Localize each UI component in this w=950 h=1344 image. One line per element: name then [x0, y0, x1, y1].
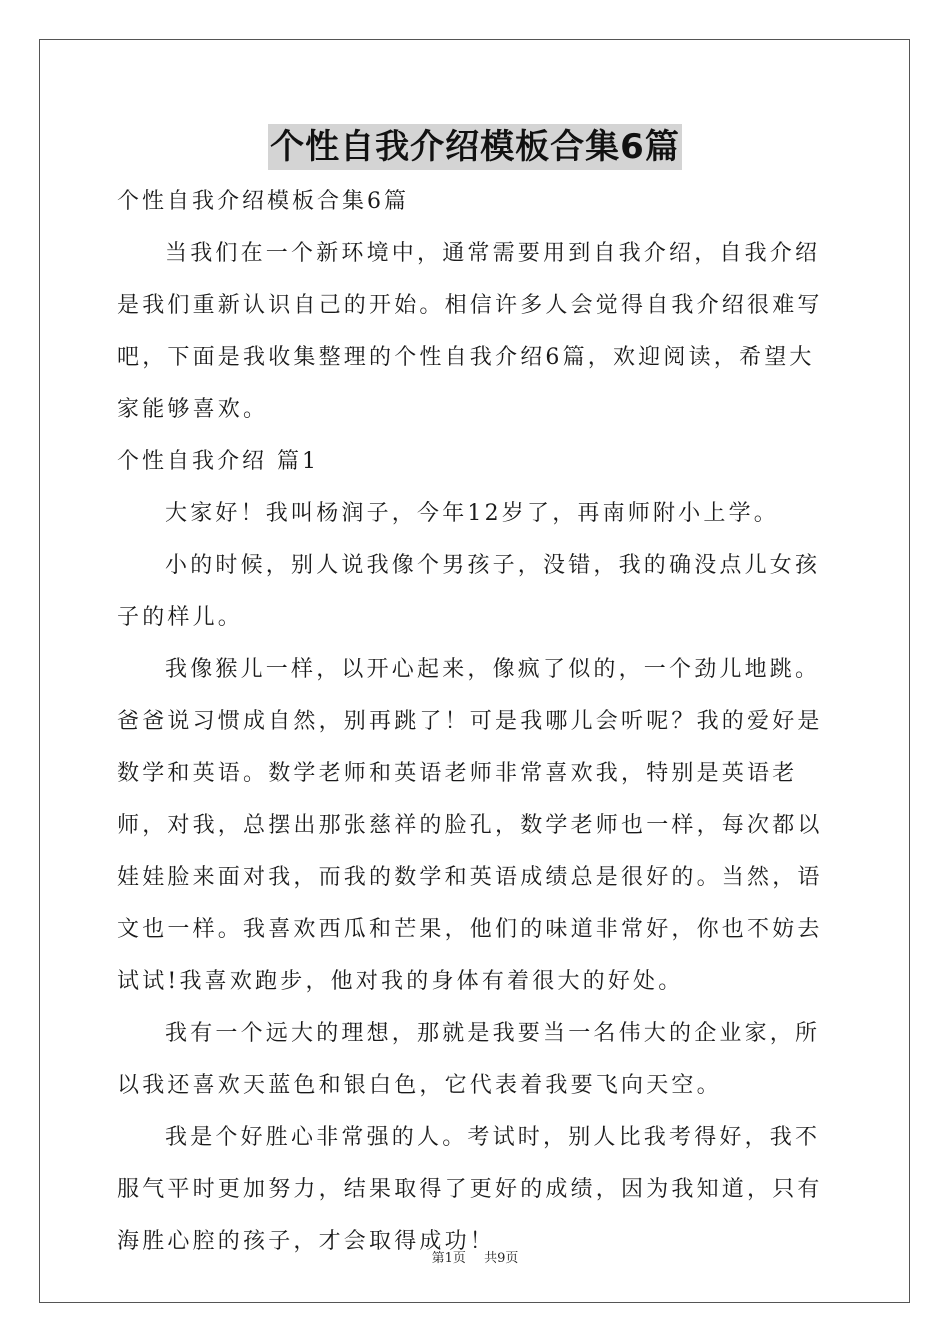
page-number: 第1页 — [431, 1251, 466, 1266]
body-paragraph: 我像猴儿一样，以开心起来，像疯了似的，一个劲儿地跳。爸爸说习惯成自然，别再跳了！可是我哪儿会听呢？我的爱好是数学和英语。数学老师和英语老师非常喜欢我，特别是英语老师，对我，总摆出那张慈祥的脸孔，数学老师也一样，每次都以娃娃脸来面对我，而我的数学和英语成绩总是很好的。当然，语文也一样。我喜欢西瓜和芒果，他们的味道非常好，你也不妨去试试!我喜欢跑步，他对我的身体有着很大的好处。 — [117, 657, 823, 994]
document-title: 个性自我介绍模板合集6篇 — [268, 124, 682, 170]
intro-paragraph: 当我们在一个新环境中，通常需要用到自我介绍，自我介绍是我们重新认识自己的开始。相信许多人会觉得自我介绍很难写吧，下面是我收集整理的个性自我介绍6篇，欢迎阅读，希望大家能够喜欢。 — [117, 241, 823, 422]
section-heading: 个性自我介绍 篇1 — [117, 449, 319, 474]
body-paragraph: 大家好！我叫杨润子，今年12岁了，再南师附小上学。 — [165, 501, 779, 526]
page-footer — [0, 1247, 950, 1266]
title-container — [0, 124, 950, 170]
body-paragraph: 我是个好胜心非常强的人。考试时，别人比我考得好，我不服气平时更加努力，结果取得了更好的成绩，因为我知道，只有海胜心腔的孩子，才会取得成功！ — [117, 1125, 823, 1254]
body-paragraph: 我有一个远大的理想，那就是我要当一名伟大的企业家，所以我还喜欢天蓝色和银白色，它代表着我要飞向天空。 — [117, 1021, 821, 1098]
document-subtitle: 个性自我介绍模板合集6篇 — [117, 189, 409, 214]
document-body — [117, 176, 835, 1268]
page-total: 共9页 — [484, 1251, 519, 1266]
body-paragraph: 小的时候，别人说我像个男孩子，没错，我的确没点儿女孩子的样儿。 — [117, 553, 821, 630]
